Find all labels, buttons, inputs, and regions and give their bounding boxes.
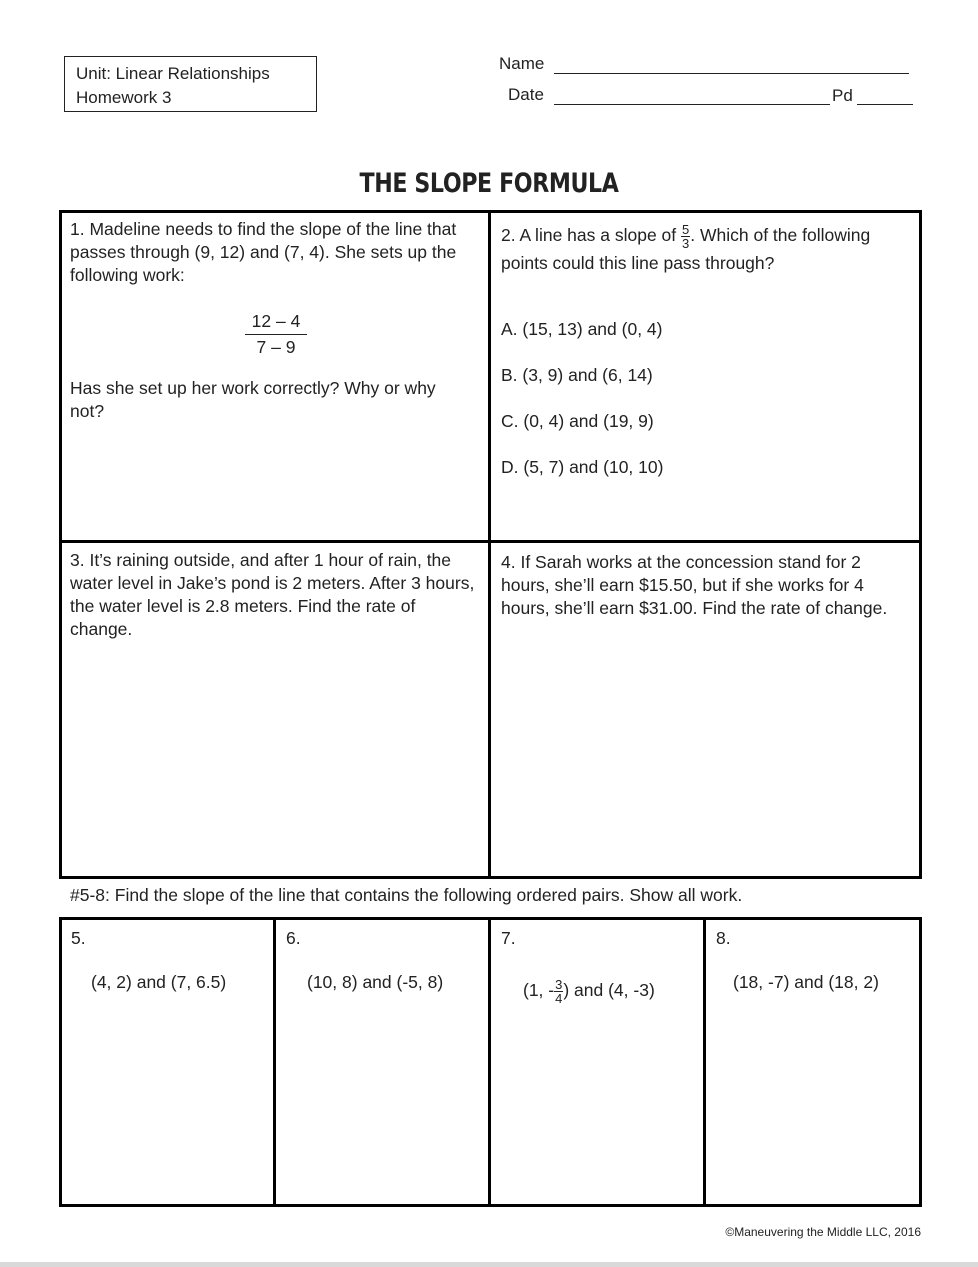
unit-box: [64, 56, 317, 112]
problem-2-option-c: C. (0, 4) and (19, 9): [501, 411, 654, 431]
problem-2-text: [501, 222, 901, 277]
problem-7-fraction: [554, 978, 563, 1005]
problem-1-fraction: [245, 311, 307, 358]
date-label: Date: [508, 85, 544, 104]
homework-line: Homework 3: [76, 88, 172, 107]
copyright: ©Maneuvering the Middle LLC, 2016: [725, 1225, 921, 1239]
problem-2-slope-denominator: 3: [682, 235, 690, 251]
page-title: THE SLOPE FORMULA: [359, 168, 619, 199]
problem-2-text-before: 2. A line has a slope of: [501, 225, 677, 245]
grid-divider-horizontal: [59, 540, 922, 543]
problem-8-pairs: (18, -7) and (18, 2): [733, 972, 879, 992]
problem-5-number: 5.: [71, 928, 86, 948]
name-label: Name: [499, 54, 545, 73]
pd-line[interactable]: [857, 104, 913, 105]
unit-line: Unit: Linear Relationships: [76, 64, 270, 83]
bottom-divider-1: [273, 917, 276, 1207]
problem-7-denominator: 4: [555, 990, 563, 1006]
footer-strip: [0, 1262, 978, 1267]
problem-2-slope-numerator: 5: [682, 221, 690, 237]
problem-6-pairs: (10, 8) and (-5, 8): [307, 972, 444, 992]
bottom-divider-3: [703, 917, 706, 1207]
problem-7-pairs: [523, 972, 655, 1008]
problem-1-numerator: 12 – 4: [245, 311, 307, 335]
problem-6-number: 6.: [286, 928, 301, 948]
problem-2-text-after: . Which of the following points could this line pass through?: [501, 225, 871, 273]
problem-4-text: 4. If Sarah works at the concession stand for 2 hours, she’ll earn $15.50, but if she works for 4 hours, she’ll earn $31.00. Find the rate of change.: [501, 552, 888, 618]
pd-label: Pd: [832, 86, 853, 105]
problem-7-number: 7.: [501, 928, 516, 948]
date-line[interactable]: [554, 104, 830, 105]
instructions-5-8: #5-8: Find the slope of the line that contains the following ordered pairs. Show all work.: [70, 885, 743, 905]
problem-2-slope-fraction: [681, 223, 690, 250]
problem-7-post: ) and (4, -3): [563, 980, 655, 1000]
name-line[interactable]: [554, 73, 909, 74]
bottom-divider-2: [488, 917, 491, 1207]
problem-1-denominator: 7 – 9: [256, 337, 296, 357]
grid-divider-vertical: [488, 210, 491, 879]
problem-7-pre: (1, -: [523, 980, 555, 1000]
problem-2-option-a: A. (15, 13) and (0, 4): [501, 319, 663, 339]
problem-2-option-b: B. (3, 9) and (6, 14): [501, 365, 653, 385]
problem-1-text: 1. Madeline needs to find the slope of the line that passes through (9, 12) and (7, 4). She sets up the following work:: [70, 219, 457, 285]
problem-8-number: 8.: [716, 928, 731, 948]
problem-3-text: 3. It’s raining outside, and after 1 hour of rain, the water level in Jake’s pond is 2 meters. After 3 hours, the water level is 2.8 meters. Find the rate of change.: [70, 550, 475, 639]
problem-5-pairs: (4, 2) and (7, 6.5): [91, 972, 227, 992]
problem-7-numerator: 3: [555, 976, 563, 992]
problem-2-option-d: D. (5, 7) and (10, 10): [501, 457, 664, 477]
problem-1-question: Has she set up her work correctly? Why or why not?: [70, 378, 436, 421]
